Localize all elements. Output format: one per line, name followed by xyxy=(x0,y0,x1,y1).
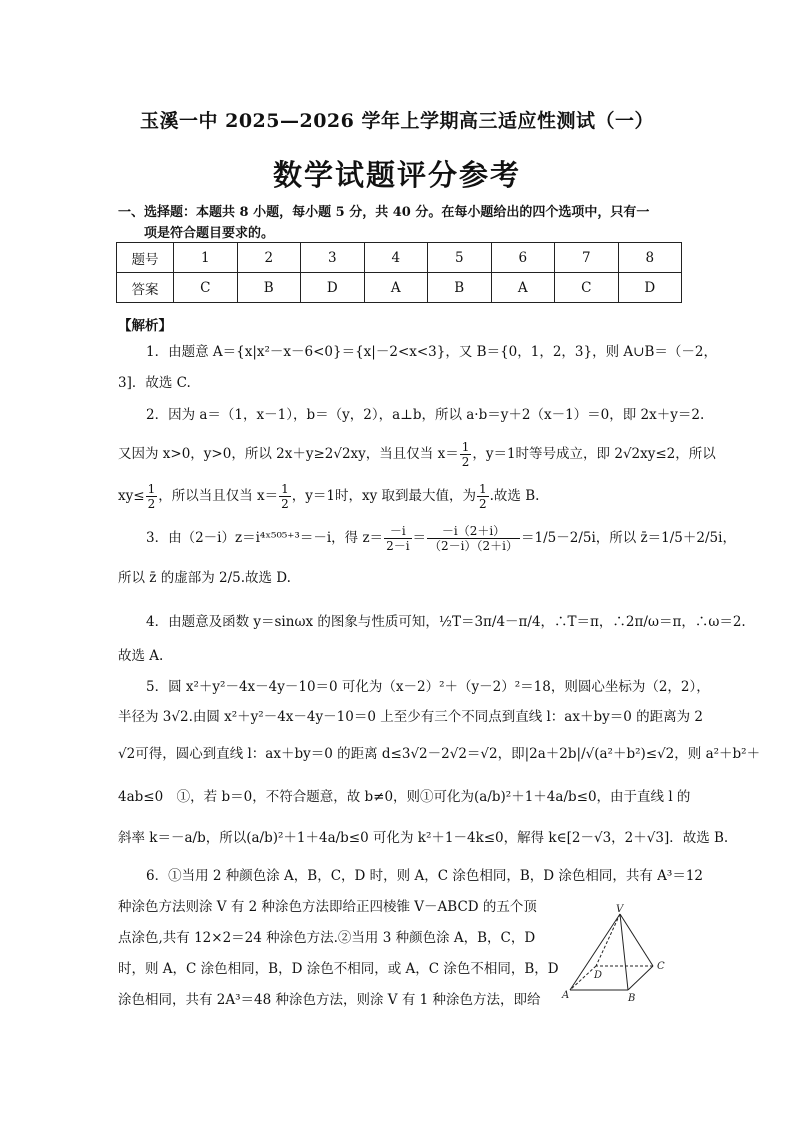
fraction-denominator: 2 xyxy=(479,497,487,511)
fraction-denominator: （2－i）（2＋i） xyxy=(429,539,518,553)
solution-4-line-1: 4．由题意及函数 y＝sinωx 的图象与性质可知，½T＝3π/4－π/4，∴T＝π，∴2π/ω＝π，∴ω＝2. xyxy=(146,614,746,630)
row-label-number: 题号 xyxy=(117,243,174,273)
solution-2-line-3b: ，所以当且仅当 x＝ xyxy=(158,488,279,504)
solution-6-line-5: 涂色相同，共有 2A³＝48 种涂色方法，则涂 V 有 1 种涂色方法，即给 xyxy=(118,992,541,1008)
fraction-numerator: 1 xyxy=(147,482,156,496)
question-number: 5 xyxy=(428,243,492,273)
question-number: 2 xyxy=(237,243,301,273)
answer-cell: A xyxy=(491,273,555,303)
analysis-label: 【解析】 xyxy=(118,318,172,334)
fraction-denominator: 2 xyxy=(461,455,470,469)
equals-sign: ＝ xyxy=(412,530,427,546)
solution-1-line-1: 1．由题意 A＝{x|x²－x－6<0}＝{x|－2<x<3}，又 B＝{0，1，2，3}，则 A∪B＝（－2， xyxy=(146,344,717,360)
label-b: B xyxy=(628,993,636,1004)
fraction-denominator: 2 xyxy=(147,497,156,511)
fraction-numerator: －i xyxy=(384,524,411,539)
solution-6-line-1: 6．①当用 2 种颜色涂 A，B，C，D 时，则 A，C 涂色相同，B，D 涂色相同，共有 A³＝12 xyxy=(146,868,703,884)
fraction-z-expanded xyxy=(427,524,520,553)
edge-bc xyxy=(628,966,653,990)
solution-3-line-1b: ＝1/5－2/5i，所以 z̄＝1/5＋2/5i， xyxy=(521,530,736,546)
edge-vd xyxy=(596,914,620,966)
solution-2-line-2a: 又因为 x>0，y>0，所以 2x＋y≥2√2xy，当且仅当 x＝ xyxy=(118,446,459,462)
answer-cell: D xyxy=(301,273,365,303)
solution-2-line-3d: .故选 B. xyxy=(489,488,540,504)
row-label-answer: 答案 xyxy=(117,273,174,303)
table-row xyxy=(117,243,682,273)
solution-6-line-3: 点涂色,共有 12×2＝24 种涂色方法.②当用 3 种颜色涂 A，B，C，D xyxy=(118,930,536,946)
table-row xyxy=(117,273,682,303)
solution-4-line-2: 故选 A. xyxy=(118,648,164,664)
fraction-half xyxy=(477,482,489,511)
fraction-half xyxy=(460,440,472,469)
fraction-denominator: 2 xyxy=(281,497,289,511)
label-d: D xyxy=(594,970,603,981)
section-line-2: 项是符合题目要求的。 xyxy=(144,226,275,241)
solution-2-line-2b: ，y＝1时等号成立，即 2√2xy≤2，所以 xyxy=(472,446,716,462)
solution-5-line-2: 半径为 3√2.由圆 x²＋y²－4x－4y－10＝0 上至少有三个不同点到直线 l：ax＋by＝0 的距离为 2 xyxy=(118,709,703,725)
solution-3-line-2: 所以 z̄ 的虚部为 2/5.故选 D. xyxy=(118,570,291,586)
solution-5-line-3: √2可得，圆心到直线 l：ax＋by＝0 的距离 d≤3√2－2√2＝√2，即|2a＋2b|/√(a²＋b²)≤√2，则 a²＋b²＋ xyxy=(118,746,761,762)
solution-6-line-2: 种涂色方法则涂 V 有 2 种涂色方法即给正四棱锥 V－ABCD 的五个顶 xyxy=(118,899,537,915)
solution-2-line-2 xyxy=(118,440,716,469)
solution-2-line-1: 2．因为 a＝（1，x－1），b＝（y，2），a⊥b，所以 a·b＝y＋2（x－1）＝0，即 2x＋y＝2. xyxy=(146,407,705,423)
solution-5-line-5: 斜率 k＝－a/b，所以(a/b)²＋1＋4a/b≤0 可化为 k²＋1－4k≤0，解得 k∈[2－√3，2＋√3]．故选 B. xyxy=(118,830,729,846)
solution-3-line-1 xyxy=(118,524,736,553)
answer-cell: C xyxy=(555,273,619,303)
pyramid-figure xyxy=(558,904,678,1004)
solution-5-line-4: 4ab≤0 ①，若 b＝0，不符合题意，故 b≠0，则①可化为(a/b)²＋1＋4a/b≤0，由于直线 l 的 xyxy=(118,789,691,805)
fraction-half xyxy=(279,482,291,511)
question-number: 4 xyxy=(364,243,428,273)
solution-2-line-3c: ，y＝1时，xy 取到最大值，为 xyxy=(291,488,476,504)
answer-table xyxy=(116,242,682,303)
answer-cell: B xyxy=(428,273,492,303)
solution-2-line-3a: xy≤ xyxy=(118,488,145,504)
answer-cell: A xyxy=(364,273,428,303)
fraction-numerator: 1 xyxy=(461,440,470,454)
answer-cell: B xyxy=(237,273,301,303)
question-number: 1 xyxy=(174,243,238,273)
fraction-numerator: 1 xyxy=(479,482,487,496)
section-instructions xyxy=(118,202,688,244)
fraction-numerator: －i（2＋i） xyxy=(427,524,520,539)
answer-cell: C xyxy=(174,273,238,303)
fraction-denominator: 2－i xyxy=(386,539,410,553)
solution-3-line-1a: 3．由（2－i）z＝i⁴ˣ⁵⁰⁵⁺³＝－i，得 z＝ xyxy=(146,530,384,546)
fraction-z xyxy=(384,524,411,553)
answer-cell: D xyxy=(618,273,682,303)
solution-6-line-4: 时，则 A，C 涂色相同，B，D 涂色不相同，或 A，C 涂色不相同，B，D xyxy=(118,961,559,977)
question-number: 6 xyxy=(491,243,555,273)
section-line-1: 一、选择题：本题共 8 小题，每小题 5 分，共 40 分。在每小题给出的四个选项中，只有一 xyxy=(118,205,650,220)
question-number: 3 xyxy=(301,243,365,273)
question-number: 8 xyxy=(618,243,682,273)
fraction-numerator: 1 xyxy=(281,482,289,496)
school-title: 玉溪一中 2025—2026 学年上学期高三适应性测试（一） xyxy=(140,110,654,132)
document-title: 数学试题评分参考 xyxy=(272,158,521,192)
fraction-half xyxy=(146,482,158,511)
solution-1-line-2: 3]．故选 C. xyxy=(118,375,191,391)
solution-5-line-1: 5．圆 x²＋y²－4x－4y－10＝0 可化为（x－2）²＋（y－2）²＝18，则圆心坐标为（2，2）， xyxy=(146,679,710,695)
solution-2-line-3 xyxy=(118,482,678,511)
label-a: A xyxy=(562,990,570,1001)
question-number: 7 xyxy=(555,243,619,273)
label-v: V xyxy=(616,904,624,915)
label-c: C xyxy=(657,961,665,972)
